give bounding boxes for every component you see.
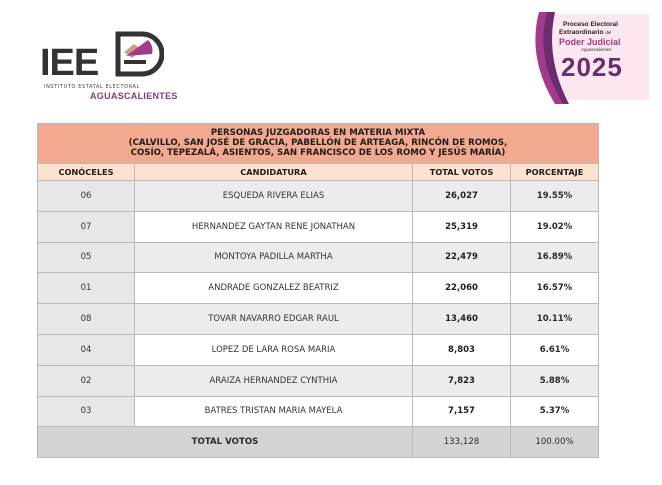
code-cell: 05 [38,242,135,273]
percentage-cell: 5.37% [511,396,599,427]
header-candidate: CANDIDATURA [135,164,413,181]
table-row [38,211,599,242]
ballot-box-icon [112,26,164,78]
votes-cell: 26,027 [413,181,511,212]
votes-cell: 22,060 [413,273,511,304]
title-line2: (CALVILLO, SAN JOSÉ DE GRACIA, PABELLÓN DE ARTEAGA, RINCÓN DE ROMOS, [128,138,508,148]
table-row [38,242,599,273]
table-row [38,304,599,335]
table-body [38,181,599,427]
process-badge [525,8,655,108]
code-cell: 02 [38,365,135,396]
table-row [38,365,599,396]
total-row [38,427,599,458]
percentage-cell: 10.11% [511,304,599,335]
logo-subtitle: INSTITUTO ESTATAL ELECTORAL [44,84,140,90]
percentage-cell: 19.02% [511,211,599,242]
badge-line4: Aguascalientes [581,47,612,52]
candidate-cell: LOPEZ DE LARA ROSA MARIA [135,334,413,365]
percentage-cell: 6.61% [511,334,599,365]
candidate-cell: ARAIZA HERNANDEZ CYNTHIA [135,365,413,396]
candidate-cell: ESQUEDA RIVERA ELIAS [135,181,413,212]
badge-line2-small: del [605,30,612,35]
table-title [38,124,599,164]
percentage-cell: 19.55% [511,181,599,212]
code-cell: 01 [38,273,135,304]
code-cell: 04 [38,334,135,365]
votes-cell: 7,823 [413,365,511,396]
header-percentage: PORCENTAJE [511,164,599,181]
header-code: CONÓCELES [38,164,135,181]
candidate-cell: ANDRADE GONZALEZ BEATRIZ [135,273,413,304]
total-label: TOTAL VOTOS [38,427,413,458]
header-row [38,164,599,181]
code-cell: 06 [38,181,135,212]
code-cell: 07 [38,211,135,242]
title-row [38,124,599,164]
title-line3: COSÍO, TEPEZALÁ, ASIENTOS, SAN FRANCISCO DE LOS ROMO Y JESÚS MARÍA) [130,148,506,158]
candidate-cell: MONTOYA PADILLA MARTHA [135,242,413,273]
candidate-cell: HERNANDEZ GAYTAN RENE JONATHAN [135,211,413,242]
percentage-cell: 5.88% [511,365,599,396]
percentage-cell: 16.57% [511,273,599,304]
table-row [38,396,599,427]
results-table [37,123,599,458]
table-row [38,273,599,304]
badge-line2-main: Extraordinario [559,29,604,36]
logo-letters: IEE [40,42,99,84]
votes-cell: 13,460 [413,304,511,335]
badge-year: 2025 [561,52,623,82]
votes-cell: 22,479 [413,242,511,273]
title-line1: PERSONAS JUZGADORAS EN MATERIA MIXTA [210,128,426,138]
candidate-cell: BATRES TRISTAN MARIA MAYELA [135,396,413,427]
table-row [38,334,599,365]
percentage-cell: 16.89% [511,242,599,273]
total-votes: 133,128 [413,427,511,458]
logo-state: AGUASCALIENTES [90,91,178,101]
iee-logo [40,22,178,102]
candidate-cell: TOVAR NAVARRO EDGAR RAUL [135,304,413,335]
code-cell: 08 [38,304,135,335]
code-cell: 03 [38,396,135,427]
votes-cell: 8,803 [413,334,511,365]
header-votes: TOTAL VOTOS [413,164,511,181]
votes-cell: 25,319 [413,211,511,242]
badge-line3: Poder Judicial [559,37,621,47]
badge-line1: Proceso Electoral [563,21,618,28]
table-row [38,181,599,212]
total-percentage: 100.00% [511,427,599,458]
votes-cell: 7,157 [413,396,511,427]
badge-line2 [559,29,611,36]
